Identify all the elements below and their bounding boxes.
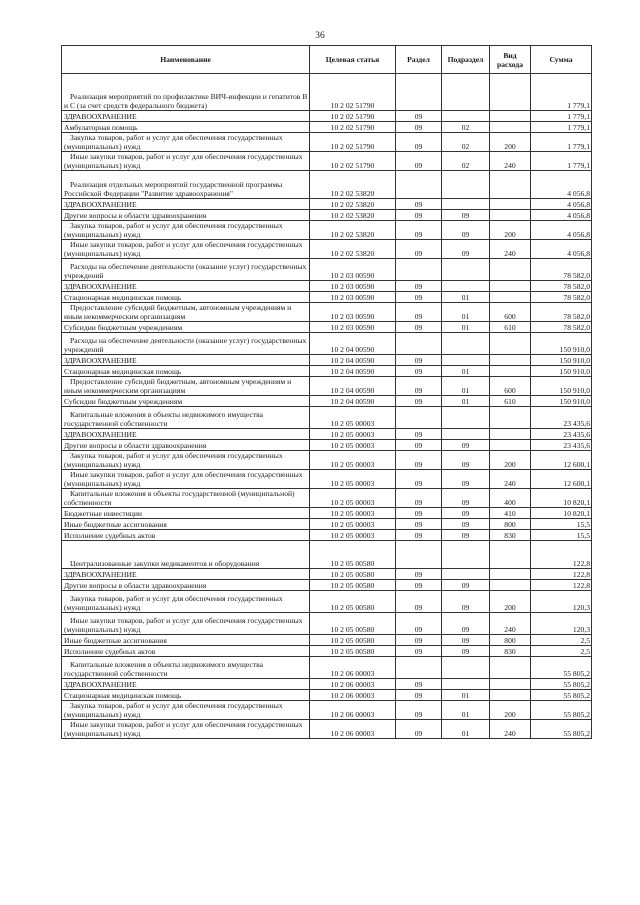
cell-sum: 4 056,8 bbox=[531, 210, 592, 221]
cell-section: 09 bbox=[396, 701, 442, 720]
cell-expense-type: 400 bbox=[490, 489, 531, 508]
cell-subsection: 09 bbox=[442, 221, 490, 240]
table-row bbox=[62, 303, 592, 322]
cell-name: Расходы на обеспечение деятельности (оказание услуг) государственных учреждений bbox=[62, 333, 310, 355]
cell-section: 09 bbox=[396, 635, 442, 646]
cell-subsection: 09 bbox=[442, 508, 490, 519]
table-row bbox=[62, 569, 592, 580]
cell-expense-type bbox=[490, 199, 531, 210]
cell-subsection: 01 bbox=[442, 303, 490, 322]
cell-expense-type: 200 bbox=[490, 221, 531, 240]
cell-name: Иные закупки товаров, работ и услуг для обеспечения государственных (муниципальных) нужд bbox=[62, 720, 310, 739]
cell-section: 09 bbox=[396, 519, 442, 530]
cell-target: 10 2 02 53820 bbox=[310, 240, 396, 259]
cell-subsection: 01 bbox=[442, 690, 490, 701]
cell-sum: 1 779,1 bbox=[531, 74, 592, 111]
cell-section bbox=[396, 171, 442, 199]
header-subsection: Подраздел bbox=[442, 46, 490, 74]
cell-sum: 55 805,2 bbox=[531, 720, 592, 739]
cell-expense-type bbox=[490, 333, 531, 355]
table-row bbox=[62, 396, 592, 407]
table-row bbox=[62, 322, 592, 333]
cell-subsection: 09 bbox=[442, 451, 490, 470]
cell-subsection bbox=[442, 199, 490, 210]
cell-subsection: 01 bbox=[442, 720, 490, 739]
table-row bbox=[62, 133, 592, 152]
cell-sum: 10 820,1 bbox=[531, 508, 592, 519]
cell-name: Закупка товаров, работ и услуг для обеспечения государственных (муниципальных) нужд bbox=[62, 221, 310, 240]
header-target: Целевая статья bbox=[310, 46, 396, 74]
cell-subsection bbox=[442, 407, 490, 429]
cell-section: 09 bbox=[396, 646, 442, 657]
cell-name: Закупка товаров, работ и услуг для обеспечения государственных (муниципальных) нужд bbox=[62, 591, 310, 613]
cell-subsection: 01 bbox=[442, 366, 490, 377]
cell-subsection bbox=[442, 541, 490, 569]
cell-sum: 150 910,0 bbox=[531, 355, 592, 366]
cell-sum: 122,8 bbox=[531, 580, 592, 591]
table-row bbox=[62, 720, 592, 739]
cell-expense-type bbox=[490, 292, 531, 303]
cell-sum: 150 910,0 bbox=[531, 333, 592, 355]
cell-section: 09 bbox=[396, 366, 442, 377]
cell-subsection bbox=[442, 429, 490, 440]
cell-name: ЗДРАВООХРАНЕНИЕ bbox=[62, 355, 310, 366]
cell-target: 10 2 05 00580 bbox=[310, 541, 396, 569]
cell-expense-type bbox=[490, 366, 531, 377]
cell-expense-type: 240 bbox=[490, 152, 531, 171]
table-row bbox=[62, 635, 592, 646]
cell-section: 09 bbox=[396, 377, 442, 396]
cell-name: Стационарная медицинская помощь bbox=[62, 690, 310, 701]
table-row bbox=[62, 221, 592, 240]
cell-sum: 12 600,1 bbox=[531, 451, 592, 470]
cell-name: Субсидии бюджетным учреждениям bbox=[62, 396, 310, 407]
cell-section: 09 bbox=[396, 240, 442, 259]
cell-target: 10 2 05 00003 bbox=[310, 407, 396, 429]
cell-subsection bbox=[442, 281, 490, 292]
cell-expense-type: 200 bbox=[490, 591, 531, 613]
cell-sum: 120,3 bbox=[531, 613, 592, 635]
cell-sum: 150 910,0 bbox=[531, 366, 592, 377]
cell-expense-type: 240 bbox=[490, 720, 531, 739]
cell-expense-type: 830 bbox=[490, 530, 531, 541]
table-row bbox=[62, 210, 592, 221]
cell-target: 10 2 03 00590 bbox=[310, 259, 396, 281]
cell-subsection: 01 bbox=[442, 322, 490, 333]
cell-sum: 4 056,8 bbox=[531, 221, 592, 240]
budget-table bbox=[61, 45, 592, 739]
cell-subsection: 09 bbox=[442, 210, 490, 221]
cell-section: 09 bbox=[396, 111, 442, 122]
cell-target: 10 2 02 51790 bbox=[310, 133, 396, 152]
cell-target: 10 2 05 00580 bbox=[310, 580, 396, 591]
cell-expense-type bbox=[490, 210, 531, 221]
header-expense-type: Вид расхода bbox=[490, 46, 531, 74]
cell-expense-type bbox=[490, 74, 531, 111]
cell-target: 10 2 02 51790 bbox=[310, 111, 396, 122]
cell-name: Исполнение судебных актов bbox=[62, 646, 310, 657]
cell-expense-type bbox=[490, 679, 531, 690]
cell-section: 09 bbox=[396, 690, 442, 701]
cell-sum: 4 056,8 bbox=[531, 171, 592, 199]
cell-subsection: 09 bbox=[442, 489, 490, 508]
cell-section: 09 bbox=[396, 122, 442, 133]
table-row bbox=[62, 646, 592, 657]
cell-subsection bbox=[442, 355, 490, 366]
cell-name: Бюджетные инвестиции bbox=[62, 508, 310, 519]
cell-expense-type bbox=[490, 580, 531, 591]
cell-expense-type bbox=[490, 429, 531, 440]
table-row bbox=[62, 240, 592, 259]
cell-name: Закупка товаров, работ и услуг для обеспечения государственных (муниципальных) нужд bbox=[62, 133, 310, 152]
cell-target: 10 2 05 00003 bbox=[310, 440, 396, 451]
cell-target: 10 2 04 00590 bbox=[310, 355, 396, 366]
cell-name: Стационарная медицинская помощь bbox=[62, 292, 310, 303]
cell-expense-type bbox=[490, 171, 531, 199]
cell-name: Другие вопросы в области здравоохранения bbox=[62, 580, 310, 591]
cell-sum: 23 435,6 bbox=[531, 407, 592, 429]
cell-section bbox=[396, 74, 442, 111]
cell-sum: 23 435,6 bbox=[531, 429, 592, 440]
cell-sum: 120,3 bbox=[531, 591, 592, 613]
cell-section: 09 bbox=[396, 679, 442, 690]
cell-subsection: 09 bbox=[442, 440, 490, 451]
cell-name: Реализация отдельных мероприятий государственной программы Российской Федерации "Развитие здравоохранения" bbox=[62, 171, 310, 199]
cell-subsection: 09 bbox=[442, 240, 490, 259]
cell-subsection bbox=[442, 333, 490, 355]
table-row bbox=[62, 355, 592, 366]
cell-target: 10 2 04 00590 bbox=[310, 396, 396, 407]
cell-subsection bbox=[442, 657, 490, 679]
cell-subsection: 01 bbox=[442, 701, 490, 720]
cell-expense-type bbox=[490, 259, 531, 281]
header-section: Раздел bbox=[396, 46, 442, 74]
cell-subsection: 09 bbox=[442, 591, 490, 613]
cell-target: 10 2 05 00003 bbox=[310, 489, 396, 508]
cell-expense-type bbox=[490, 407, 531, 429]
cell-name: ЗДРАВООХРАНЕНИЕ bbox=[62, 679, 310, 690]
cell-section: 09 bbox=[396, 470, 442, 489]
cell-sum: 12 600,1 bbox=[531, 470, 592, 489]
cell-name: Иные закупки товаров, работ и услуг для обеспечения государственных (муниципальных) нужд bbox=[62, 152, 310, 171]
cell-subsection bbox=[442, 679, 490, 690]
table-row bbox=[62, 440, 592, 451]
cell-subsection: 09 bbox=[442, 580, 490, 591]
cell-expense-type bbox=[490, 281, 531, 292]
cell-name: Субсидии бюджетным учреждениям bbox=[62, 322, 310, 333]
cell-sum: 55 805,2 bbox=[531, 657, 592, 679]
table-row bbox=[62, 281, 592, 292]
table-row bbox=[62, 591, 592, 613]
table-row bbox=[62, 74, 592, 111]
table-row bbox=[62, 377, 592, 396]
cell-section: 09 bbox=[396, 396, 442, 407]
cell-expense-type: 610 bbox=[490, 322, 531, 333]
cell-name: Капитальные вложения в объекты недвижимого имущества государственной собственности bbox=[62, 407, 310, 429]
cell-sum: 78 582,0 bbox=[531, 303, 592, 322]
cell-subsection: 01 bbox=[442, 377, 490, 396]
cell-section: 09 bbox=[396, 530, 442, 541]
cell-subsection: 09 bbox=[442, 519, 490, 530]
cell-target: 10 2 04 00590 bbox=[310, 377, 396, 396]
cell-expense-type: 240 bbox=[490, 240, 531, 259]
cell-name: ЗДРАВООХРАНЕНИЕ bbox=[62, 281, 310, 292]
cell-target: 10 2 05 00580 bbox=[310, 613, 396, 635]
cell-sum: 1 779,1 bbox=[531, 111, 592, 122]
cell-name: Стационарная медицинская помощь bbox=[62, 366, 310, 377]
cell-name: Расходы на обеспечение деятельности (оказание услуг) государственных учреждений bbox=[62, 259, 310, 281]
cell-section: 09 bbox=[396, 292, 442, 303]
cell-sum: 55 805,2 bbox=[531, 701, 592, 720]
cell-expense-type: 600 bbox=[490, 303, 531, 322]
cell-subsection bbox=[442, 569, 490, 580]
cell-expense-type: 610 bbox=[490, 396, 531, 407]
cell-section: 09 bbox=[396, 133, 442, 152]
cell-subsection bbox=[442, 111, 490, 122]
cell-expense-type: 200 bbox=[490, 133, 531, 152]
cell-target: 10 2 06 00003 bbox=[310, 679, 396, 690]
cell-name: Предоставление субсидий бюджетным, автономным учреждениям и иным некоммерческим организациям bbox=[62, 377, 310, 396]
cell-expense-type: 830 bbox=[490, 646, 531, 657]
cell-section: 09 bbox=[396, 199, 442, 210]
header-name: Наименование bbox=[62, 46, 310, 74]
cell-name: Иные бюджетные ассигнования bbox=[62, 519, 310, 530]
cell-section bbox=[396, 541, 442, 569]
cell-section: 09 bbox=[396, 221, 442, 240]
cell-target: 10 2 05 00003 bbox=[310, 429, 396, 440]
cell-name: Иные закупки товаров, работ и услуг для обеспечения государственных (муниципальных) нужд bbox=[62, 240, 310, 259]
cell-target: 10 2 05 00580 bbox=[310, 635, 396, 646]
cell-section bbox=[396, 657, 442, 679]
table-row bbox=[62, 152, 592, 171]
cell-name: Централизованные закупки медикаментов и оборудования bbox=[62, 541, 310, 569]
cell-sum: 122,8 bbox=[531, 541, 592, 569]
cell-section: 09 bbox=[396, 322, 442, 333]
cell-target: 10 2 05 00003 bbox=[310, 470, 396, 489]
table-row bbox=[62, 333, 592, 355]
cell-sum: 122,8 bbox=[531, 569, 592, 580]
cell-target: 10 2 05 00003 bbox=[310, 451, 396, 470]
page-number: 36 bbox=[315, 31, 325, 41]
cell-section: 09 bbox=[396, 429, 442, 440]
cell-expense-type bbox=[490, 690, 531, 701]
cell-target: 10 2 03 00590 bbox=[310, 303, 396, 322]
cell-target: 10 2 05 00003 bbox=[310, 519, 396, 530]
cell-sum: 1 779,1 bbox=[531, 133, 592, 152]
cell-name: ЗДРАВООХРАНЕНИЕ bbox=[62, 429, 310, 440]
cell-expense-type: 800 bbox=[490, 519, 531, 530]
table-row bbox=[62, 122, 592, 133]
cell-sum: 150 910,0 bbox=[531, 377, 592, 396]
table-header-row bbox=[62, 46, 592, 74]
cell-section: 09 bbox=[396, 152, 442, 171]
cell-expense-type bbox=[490, 569, 531, 580]
table-row bbox=[62, 407, 592, 429]
cell-name: Другие вопросы в области здравоохранения bbox=[62, 440, 310, 451]
table-row bbox=[62, 451, 592, 470]
cell-subsection: 09 bbox=[442, 635, 490, 646]
cell-sum: 10 820,1 bbox=[531, 489, 592, 508]
cell-expense-type: 200 bbox=[490, 451, 531, 470]
cell-expense-type: 410 bbox=[490, 508, 531, 519]
table-row bbox=[62, 541, 592, 569]
cell-expense-type: 800 bbox=[490, 635, 531, 646]
table-row bbox=[62, 613, 592, 635]
cell-section: 09 bbox=[396, 281, 442, 292]
cell-name: Капитальные вложения в объекты недвижимого имущества государственной собственности bbox=[62, 657, 310, 679]
table-row bbox=[62, 259, 592, 281]
cell-section: 09 bbox=[396, 451, 442, 470]
cell-name: Другие вопросы в области здравоохранения bbox=[62, 210, 310, 221]
cell-target: 10 2 02 51790 bbox=[310, 122, 396, 133]
table-row bbox=[62, 199, 592, 210]
cell-sum: 78 582,0 bbox=[531, 259, 592, 281]
cell-expense-type bbox=[490, 541, 531, 569]
cell-sum: 1 779,1 bbox=[531, 152, 592, 171]
table-row bbox=[62, 508, 592, 519]
table-row bbox=[62, 530, 592, 541]
cell-name: Иные закупки товаров, работ и услуг для обеспечения государственных (муниципальных) нужд bbox=[62, 613, 310, 635]
cell-sum: 55 805,2 bbox=[531, 690, 592, 701]
cell-section: 09 bbox=[396, 489, 442, 508]
cell-section: 09 bbox=[396, 210, 442, 221]
cell-subsection: 01 bbox=[442, 396, 490, 407]
cell-target: 10 2 02 53820 bbox=[310, 199, 396, 210]
cell-section: 09 bbox=[396, 303, 442, 322]
table-row bbox=[62, 429, 592, 440]
table-row bbox=[62, 171, 592, 199]
cell-sum: 4 056,8 bbox=[531, 240, 592, 259]
cell-subsection: 02 bbox=[442, 133, 490, 152]
cell-target: 10 2 05 00580 bbox=[310, 646, 396, 657]
table-row bbox=[62, 701, 592, 720]
cell-name: Закупка товаров, работ и услуг для обеспечения государственных (муниципальных) нужд bbox=[62, 701, 310, 720]
cell-target: 10 2 05 00003 bbox=[310, 530, 396, 541]
cell-expense-type bbox=[490, 122, 531, 133]
cell-target: 10 2 06 00003 bbox=[310, 720, 396, 739]
cell-expense-type: 240 bbox=[490, 613, 531, 635]
cell-target: 10 2 04 00590 bbox=[310, 333, 396, 355]
table-row bbox=[62, 366, 592, 377]
cell-expense-type bbox=[490, 657, 531, 679]
cell-name: Амбулаторная помощь bbox=[62, 122, 310, 133]
cell-subsection: 09 bbox=[442, 470, 490, 489]
cell-target: 10 2 04 00590 bbox=[310, 366, 396, 377]
cell-sum: 23 435,6 bbox=[531, 440, 592, 451]
cell-expense-type bbox=[490, 111, 531, 122]
cell-section bbox=[396, 407, 442, 429]
cell-expense-type bbox=[490, 355, 531, 366]
cell-subsection: 01 bbox=[442, 292, 490, 303]
cell-section: 09 bbox=[396, 440, 442, 451]
cell-target: 10 2 02 53820 bbox=[310, 221, 396, 240]
cell-target: 10 2 05 00580 bbox=[310, 569, 396, 580]
cell-name: Капитальные вложения в объекты государственной (муниципальной) собственности bbox=[62, 489, 310, 508]
cell-section: 09 bbox=[396, 613, 442, 635]
cell-expense-type: 600 bbox=[490, 377, 531, 396]
cell-name: ЗДРАВООХРАНЕНИЕ bbox=[62, 569, 310, 580]
table-row bbox=[62, 580, 592, 591]
cell-section bbox=[396, 259, 442, 281]
cell-section: 09 bbox=[396, 569, 442, 580]
cell-sum: 78 582,0 bbox=[531, 292, 592, 303]
cell-name: ЗДРАВООХРАНЕНИЕ bbox=[62, 111, 310, 122]
cell-subsection bbox=[442, 74, 490, 111]
cell-target: 10 2 05 00003 bbox=[310, 508, 396, 519]
table-row bbox=[62, 690, 592, 701]
table-row bbox=[62, 519, 592, 530]
cell-expense-type: 240 bbox=[490, 470, 531, 489]
cell-subsection bbox=[442, 259, 490, 281]
cell-subsection: 09 bbox=[442, 613, 490, 635]
table-row bbox=[62, 470, 592, 489]
cell-expense-type bbox=[490, 440, 531, 451]
cell-subsection: 09 bbox=[442, 646, 490, 657]
cell-sum: 2,5 bbox=[531, 646, 592, 657]
cell-target: 10 2 02 53820 bbox=[310, 210, 396, 221]
cell-subsection: 02 bbox=[442, 152, 490, 171]
cell-target: 10 2 06 00003 bbox=[310, 690, 396, 701]
cell-subsection bbox=[442, 171, 490, 199]
cell-target: 10 2 03 00590 bbox=[310, 281, 396, 292]
cell-sum: 15,5 bbox=[531, 519, 592, 530]
cell-sum: 2,5 bbox=[531, 635, 592, 646]
cell-name: Закупка товаров, работ и услуг для обеспечения государственных (муниципальных) нужд bbox=[62, 451, 310, 470]
cell-name: ЗДРАВООХРАНЕНИЕ bbox=[62, 199, 310, 210]
cell-sum: 78 582,0 bbox=[531, 322, 592, 333]
cell-name: Иные бюджетные ассигнования bbox=[62, 635, 310, 646]
cell-name: Иные закупки товаров, работ и услуг для обеспечения государственных (муниципальных) нужд bbox=[62, 470, 310, 489]
cell-sum: 150 910,0 bbox=[531, 396, 592, 407]
table-row bbox=[62, 679, 592, 690]
cell-sum: 1 779,1 bbox=[531, 122, 592, 133]
cell-target: 10 2 03 00590 bbox=[310, 292, 396, 303]
cell-section bbox=[396, 333, 442, 355]
cell-target: 10 2 05 00580 bbox=[310, 591, 396, 613]
cell-target: 10 2 02 53820 bbox=[310, 171, 396, 199]
cell-section: 09 bbox=[396, 580, 442, 591]
table-row bbox=[62, 489, 592, 508]
cell-section: 09 bbox=[396, 508, 442, 519]
cell-section: 09 bbox=[396, 591, 442, 613]
cell-target: 10 2 02 51790 bbox=[310, 74, 396, 111]
header-sum: Сумма bbox=[531, 46, 592, 74]
table-row bbox=[62, 111, 592, 122]
cell-subsection: 02 bbox=[442, 122, 490, 133]
cell-sum: 78 582,0 bbox=[531, 281, 592, 292]
cell-expense-type: 200 bbox=[490, 701, 531, 720]
cell-target: 10 2 03 00590 bbox=[310, 322, 396, 333]
cell-section: 09 bbox=[396, 355, 442, 366]
cell-name: Исполнение судебных актов bbox=[62, 530, 310, 541]
cell-target: 10 2 02 51790 bbox=[310, 152, 396, 171]
cell-name: Реализация мероприятий по профилактике ВИЧ-инфекции и гепатитов В и С (за счет средств федерального бюджета) bbox=[62, 74, 310, 111]
cell-target: 10 2 06 00003 bbox=[310, 657, 396, 679]
cell-section: 09 bbox=[396, 720, 442, 739]
table-row bbox=[62, 657, 592, 679]
cell-subsection: 09 bbox=[442, 530, 490, 541]
cell-sum: 4 056,8 bbox=[531, 199, 592, 210]
cell-name: Предоставление субсидий бюджетным, автономным учреждениям и иным некоммерческим организациям bbox=[62, 303, 310, 322]
cell-sum: 15,5 bbox=[531, 530, 592, 541]
cell-target: 10 2 06 00003 bbox=[310, 701, 396, 720]
table-row bbox=[62, 292, 592, 303]
cell-sum: 55 805,2 bbox=[531, 679, 592, 690]
